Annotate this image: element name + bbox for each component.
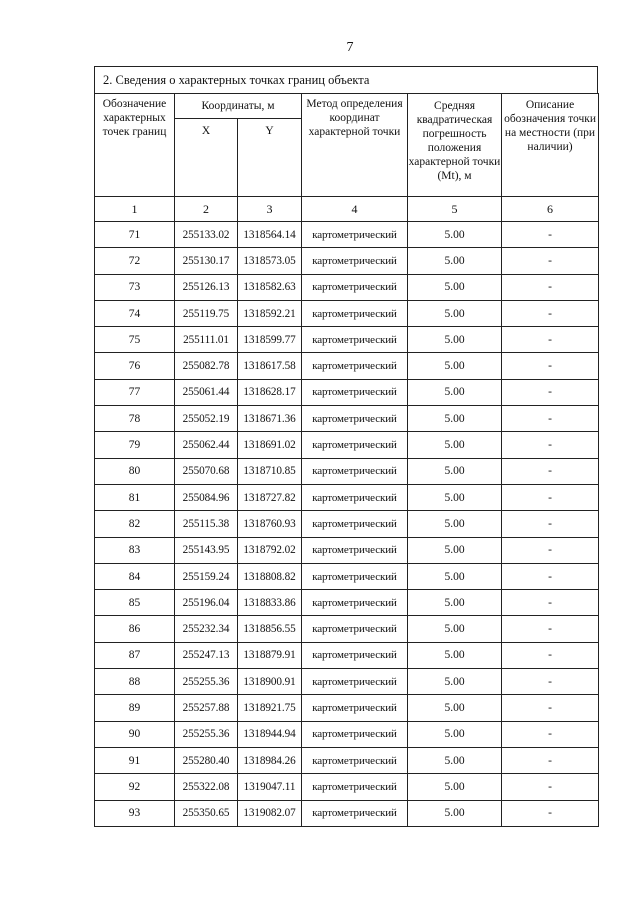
method-cell: картометрический [302,300,408,326]
description-cell: - [502,537,599,563]
description-cell: - [502,642,599,668]
y-coordinate-cell: 1318727.82 [238,484,302,510]
point-id-cell: 88 [95,669,175,695]
point-id-cell: 84 [95,563,175,589]
x-coordinate-cell: 255130.17 [175,248,238,274]
point-id-cell: 87 [95,642,175,668]
error-cell: 5.00 [408,721,502,747]
x-coordinate-cell: 255061.44 [175,379,238,405]
table-row [95,300,599,326]
description-cell: - [502,458,599,484]
column-number: 4 [302,197,408,222]
point-id-cell: 73 [95,274,175,300]
y-coordinate-cell: 1319047.11 [238,774,302,800]
column-number-row [95,197,599,222]
table-row [95,274,599,300]
header-y: Y [238,119,302,197]
y-coordinate-cell: 1318900.91 [238,669,302,695]
y-coordinate-cell: 1318564.14 [238,222,302,248]
method-cell: картометрический [302,616,408,642]
column-number: 2 [175,197,238,222]
description-cell: - [502,327,599,353]
table-row [95,537,599,563]
y-coordinate-cell: 1318792.02 [238,537,302,563]
coordinates-table-frame [94,66,598,836]
y-coordinate-cell: 1318760.93 [238,511,302,537]
point-id-cell: 74 [95,300,175,326]
x-coordinate-cell: 255052.19 [175,406,238,432]
x-coordinate-cell: 255133.02 [175,222,238,248]
point-id-cell: 85 [95,590,175,616]
table-row [95,327,599,353]
x-coordinate-cell: 255257.88 [175,695,238,721]
header-mean-square-error: Средняя квадратическая погрешность положения характерной точки (Mt), м [408,94,502,197]
x-coordinate-cell: 255062.44 [175,432,238,458]
error-cell: 5.00 [408,747,502,773]
y-coordinate-cell: 1318671.36 [238,406,302,432]
method-cell: картометрический [302,379,408,405]
y-coordinate-cell: 1318628.17 [238,379,302,405]
error-cell: 5.00 [408,695,502,721]
x-coordinate-cell: 255159.24 [175,563,238,589]
y-coordinate-cell: 1318879.91 [238,642,302,668]
description-cell: - [502,300,599,326]
point-id-cell: 89 [95,695,175,721]
table-row [95,406,599,432]
error-cell: 5.00 [408,353,502,379]
x-coordinate-cell: 255255.36 [175,669,238,695]
error-cell: 5.00 [408,484,502,510]
error-cell: 5.00 [408,274,502,300]
point-id-cell: 71 [95,222,175,248]
point-id-cell: 78 [95,406,175,432]
point-id-cell: 93 [95,800,175,826]
column-number: 6 [502,197,599,222]
point-id-cell: 75 [95,327,175,353]
header-x: X [175,119,238,197]
error-cell: 5.00 [408,590,502,616]
column-number: 1 [95,197,175,222]
table-row [95,484,599,510]
point-id-cell: 91 [95,747,175,773]
point-id-cell: 79 [95,432,175,458]
table-row [95,563,599,589]
description-cell: - [502,721,599,747]
description-cell: - [502,800,599,826]
x-coordinate-cell: 255322.08 [175,774,238,800]
table-row [95,458,599,484]
section-title: 2. Сведения о характерных точках границ объекта [94,66,598,93]
error-cell: 5.00 [408,432,502,458]
y-coordinate-cell: 1318617.58 [238,353,302,379]
error-cell: 5.00 [408,458,502,484]
description-cell: - [502,248,599,274]
x-coordinate-cell: 255232.34 [175,616,238,642]
table-row [95,774,599,800]
description-cell: - [502,222,599,248]
page-number: 7 [346,40,354,55]
table-row [95,590,599,616]
table-row [95,721,599,747]
y-coordinate-cell: 1319082.07 [238,800,302,826]
error-cell: 5.00 [408,669,502,695]
description-cell: - [502,747,599,773]
error-cell: 5.00 [408,800,502,826]
x-coordinate-cell: 255280.40 [175,747,238,773]
method-cell: картометрический [302,327,408,353]
y-coordinate-cell: 1318592.21 [238,300,302,326]
method-cell: картометрический [302,537,408,563]
method-cell: картометрический [302,458,408,484]
error-cell: 5.00 [408,537,502,563]
x-coordinate-cell: 255070.68 [175,458,238,484]
method-cell: картометрический [302,432,408,458]
error-cell: 5.00 [408,563,502,589]
point-id-cell: 83 [95,537,175,563]
table-row [95,800,599,826]
method-cell: картометрический [302,642,408,668]
header-method: Метод определения координат характерной точки [302,94,408,197]
point-id-cell: 81 [95,484,175,510]
method-cell: картометрический [302,511,408,537]
point-id-cell: 72 [95,248,175,274]
description-cell: - [502,669,599,695]
x-coordinate-cell: 255119.75 [175,300,238,326]
table-row [95,379,599,405]
description-cell: - [502,511,599,537]
error-cell: 5.00 [408,511,502,537]
point-id-cell: 90 [95,721,175,747]
x-coordinate-cell: 255084.96 [175,484,238,510]
description-cell: - [502,353,599,379]
error-cell: 5.00 [408,774,502,800]
header-coordinates: Координаты, м [175,94,302,119]
point-id-cell: 92 [95,774,175,800]
x-coordinate-cell: 255247.13 [175,642,238,668]
y-coordinate-cell: 1318599.77 [238,327,302,353]
x-coordinate-cell: 255350.65 [175,800,238,826]
error-cell: 5.00 [408,248,502,274]
method-cell: картометрический [302,563,408,589]
description-cell: - [502,590,599,616]
description-cell: - [502,432,599,458]
header-point-designation: Обозначение характерных точек границ [95,94,175,197]
method-cell: картометрический [302,669,408,695]
y-coordinate-cell: 1318856.55 [238,616,302,642]
method-cell: картометрический [302,353,408,379]
column-number: 3 [238,197,302,222]
method-cell: картометрический [302,590,408,616]
description-cell: - [502,774,599,800]
method-cell: картометрический [302,695,408,721]
y-coordinate-cell: 1318710.85 [238,458,302,484]
method-cell: картометрический [302,721,408,747]
y-coordinate-cell: 1318691.02 [238,432,302,458]
y-coordinate-cell: 1318944.94 [238,721,302,747]
description-cell: - [502,484,599,510]
table-row [95,642,599,668]
method-cell: картометрический [302,800,408,826]
description-cell: - [502,274,599,300]
method-cell: картометрический [302,484,408,510]
point-id-cell: 86 [95,616,175,642]
method-cell: картометрический [302,274,408,300]
point-id-cell: 80 [95,458,175,484]
method-cell: картометрический [302,406,408,432]
table-row [95,616,599,642]
x-coordinate-cell: 255143.95 [175,537,238,563]
column-number: 5 [408,197,502,222]
point-id-cell: 76 [95,353,175,379]
method-cell: картометрический [302,222,408,248]
y-coordinate-cell: 1318808.82 [238,563,302,589]
x-coordinate-cell: 255255.36 [175,721,238,747]
y-coordinate-cell: 1318921.75 [238,695,302,721]
method-cell: картометрический [302,747,408,773]
table-row [95,669,599,695]
error-cell: 5.00 [408,222,502,248]
x-coordinate-cell: 255111.01 [175,327,238,353]
x-coordinate-cell: 255115.38 [175,511,238,537]
description-cell: - [502,616,599,642]
error-cell: 5.00 [408,327,502,353]
table-row [95,511,599,537]
error-cell: 5.00 [408,379,502,405]
table-body [95,222,599,827]
point-id-cell: 82 [95,511,175,537]
characteristic-points-table [94,93,599,827]
y-coordinate-cell: 1318582.63 [238,274,302,300]
header-description: Описание обозначения точки на местности (при наличии) [502,94,599,197]
table-row [95,695,599,721]
y-coordinate-cell: 1318573.05 [238,248,302,274]
y-coordinate-cell: 1318833.86 [238,590,302,616]
point-id-cell: 77 [95,379,175,405]
error-cell: 5.00 [408,406,502,432]
y-coordinate-cell: 1318984.26 [238,747,302,773]
table-row [95,353,599,379]
x-coordinate-cell: 255126.13 [175,274,238,300]
description-cell: - [502,695,599,721]
error-cell: 5.00 [408,300,502,326]
method-cell: картометрический [302,248,408,274]
table-row [95,747,599,773]
description-cell: - [502,379,599,405]
description-cell: - [502,406,599,432]
table-row [95,432,599,458]
error-cell: 5.00 [408,616,502,642]
description-cell: - [502,563,599,589]
error-cell: 5.00 [408,642,502,668]
method-cell: картометрический [302,774,408,800]
table-row [95,248,599,274]
x-coordinate-cell: 255082.78 [175,353,238,379]
x-coordinate-cell: 255196.04 [175,590,238,616]
table-row [95,222,599,248]
